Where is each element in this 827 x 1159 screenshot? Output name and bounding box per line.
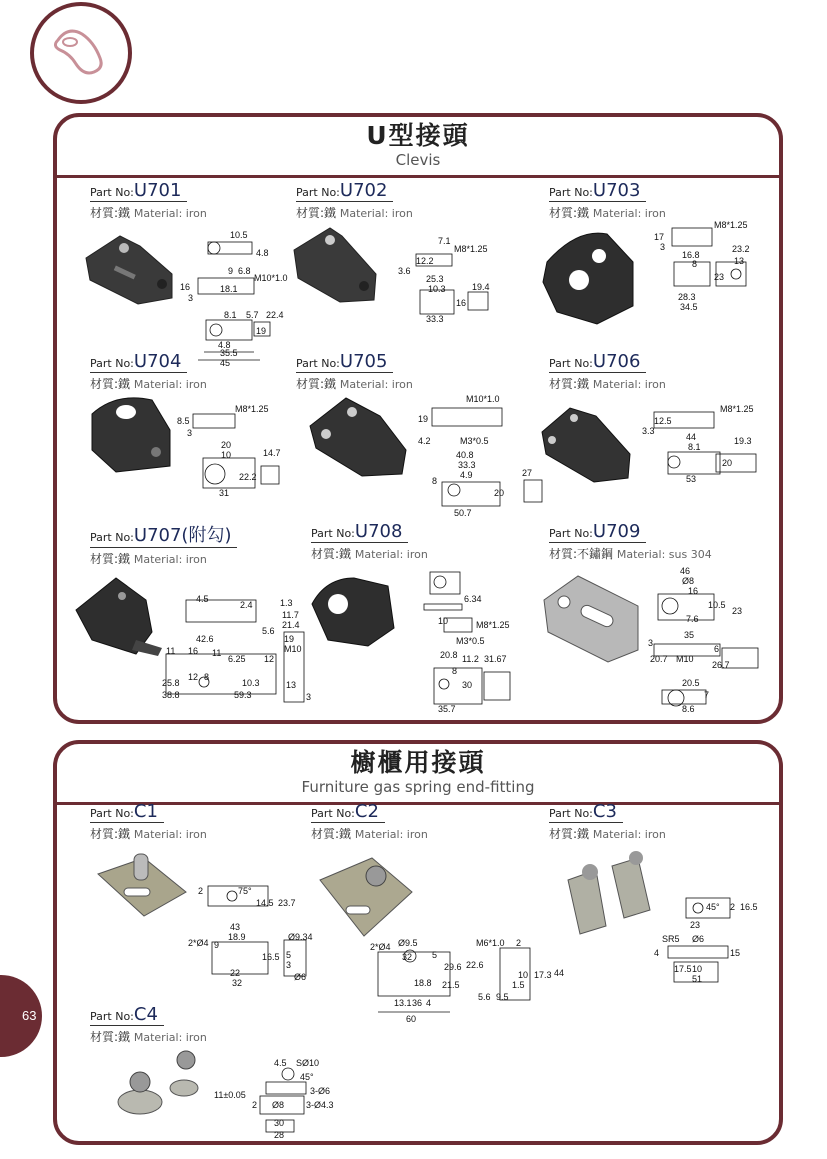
dim-label: 5.6 [478, 992, 491, 1002]
dim-label: 28.3 [678, 292, 696, 302]
dim-label: 7 [704, 690, 710, 700]
dim-label: 16 [688, 586, 699, 596]
dim-label: 2 [198, 886, 204, 896]
u708-photo [308, 568, 398, 650]
material: 材質:鐵 Material: iron [90, 1030, 207, 1044]
dim-label: 43 [230, 922, 241, 932]
dim-label: M10 [676, 654, 694, 664]
dim-label: Ø9.5 [398, 938, 418, 948]
dim-label: M10 [284, 644, 302, 654]
dim-label: 12 [188, 672, 199, 682]
dim-label: 6.25 [228, 654, 246, 664]
dim-label: 1.3 [280, 598, 293, 608]
dim-label: 1.5 [512, 980, 525, 990]
dim-label: 3 [286, 960, 292, 970]
dim-label: 17 [654, 232, 665, 242]
material: 材質:鐵 Material: iron [90, 206, 207, 220]
dim-label: 4.8 [256, 248, 269, 258]
material: 材質:鐵 Material: iron [311, 547, 428, 561]
dim-label: 16 [456, 298, 467, 308]
dim-label: 8 [204, 672, 210, 682]
dim-label: 4.8 [218, 340, 231, 350]
dim-label: 10 [221, 450, 232, 460]
clevis-section-header [57, 117, 779, 178]
part-u705 [296, 351, 413, 392]
dim-label: Ø8 [682, 576, 695, 586]
dim-label: 45 [220, 358, 231, 368]
brand-logo [30, 2, 132, 104]
part-c4 [90, 1004, 207, 1045]
dim-label: 10.3 [242, 678, 260, 688]
dim-label: 30 [462, 680, 473, 690]
dim-label: Ø8 [272, 1100, 285, 1110]
part-number: Part No:C1 [90, 801, 164, 823]
part-number: Part No:U704 [90, 351, 187, 373]
part-number: Part No:U703 [549, 180, 646, 202]
c3-drawing [652, 892, 764, 988]
dim-label: 28 [274, 1130, 285, 1140]
dim-label: 8 [452, 666, 458, 676]
u701-drawing [180, 226, 290, 368]
dim-label: 12 [264, 654, 275, 664]
dim-label: 8.6 [682, 704, 695, 714]
dim-label: SR5 [662, 934, 680, 944]
part-number: Part No:C4 [90, 1004, 164, 1026]
dim-label: 4.9 [460, 470, 473, 480]
dim-label: 22.6 [466, 960, 484, 970]
u702-photo [290, 222, 380, 306]
dim-label: 31.67 [484, 654, 507, 664]
u706-drawing [640, 400, 764, 486]
part-number: Part No:U709 [549, 521, 646, 543]
dim-label: M8*1.25 [235, 404, 269, 414]
dim-label: 23 [732, 606, 743, 616]
dim-label: 3-Ø4.3 [306, 1100, 334, 1110]
dim-label: 29.6 [444, 962, 462, 972]
dim-label: 25.3 [426, 274, 444, 284]
c2-photo [316, 850, 416, 940]
dim-label: 14.7 [263, 448, 281, 458]
dim-label: 21.5 [442, 980, 460, 990]
u707-drawing [160, 594, 312, 704]
dim-label: 10.3 [428, 284, 446, 294]
dim-label: 9.5 [496, 992, 509, 1002]
dim-label: 2*Ø4 [188, 938, 209, 948]
dim-label: 4 [426, 998, 432, 1008]
dim-label: 3 [187, 428, 193, 438]
dim-label: 8.5 [177, 416, 190, 426]
dim-label: 27 [522, 468, 533, 478]
part-u707 [90, 521, 237, 567]
part-number: Part No:U701 [90, 180, 187, 202]
part-number: Part No:U706 [549, 351, 646, 373]
dim-label: 33.3 [458, 460, 476, 470]
dim-label: 19 [284, 634, 295, 644]
u703-photo [537, 222, 643, 328]
dim-label: 11 [166, 646, 176, 656]
dim-label: M3*0.5 [460, 436, 489, 446]
part-c3 [549, 801, 666, 842]
dim-label: 75° [238, 886, 252, 896]
material: 材質:鐵 Material: iron [296, 206, 413, 220]
material: 材質:鐵 Material: iron [90, 827, 207, 841]
dim-label: 59.3 [234, 690, 252, 700]
dim-label: 19.4 [472, 282, 490, 292]
section-subtitle: Furniture gas spring end-fitting [301, 778, 535, 796]
dim-label: 12.5 [654, 416, 672, 426]
part-u706 [549, 351, 666, 392]
part-c1 [90, 801, 207, 842]
dim-label: 6.34 [464, 594, 482, 604]
dim-label: 10 [518, 970, 529, 980]
dim-label: 6 [714, 644, 720, 654]
c4-photo [110, 1046, 210, 1122]
dim-label: 36 [412, 998, 423, 1008]
u708-drawing [420, 566, 530, 716]
dim-label: 15 [730, 948, 741, 958]
dim-label: 4 [654, 948, 660, 958]
dim-label: 44 [686, 432, 697, 442]
dim-label: 34.5 [680, 302, 698, 312]
dim-label: 4.5 [274, 1058, 287, 1068]
u706-photo [538, 402, 634, 484]
part-u708 [311, 521, 428, 562]
dim-label: 13 [286, 680, 297, 690]
dim-label: 10.5 [230, 230, 248, 240]
material: 材質:鐵 Material: iron [549, 377, 666, 391]
dim-label: 18.1 [220, 284, 238, 294]
material: 材質:鐵 Material: iron [311, 827, 428, 841]
part-number: Part No:C2 [311, 801, 385, 823]
dim-label: 2 [730, 902, 736, 912]
dim-label: 9 [228, 266, 234, 276]
c1-photo [94, 850, 190, 920]
section-title: U型接頭 [366, 121, 470, 150]
furniture-section-header [57, 744, 779, 805]
dim-label: 42.6 [196, 634, 214, 644]
part-number: Part No:U708 [311, 521, 408, 543]
dim-label: 60 [406, 1014, 417, 1024]
dim-label: 45° [300, 1072, 314, 1082]
dim-label: 40.8 [456, 450, 474, 460]
logo-icon [48, 22, 114, 84]
dim-label: 38.8 [162, 690, 180, 700]
dim-label: 16 [188, 646, 199, 656]
dim-label: 22 [230, 968, 241, 978]
dim-label: 3 [660, 242, 666, 252]
page-number: 63 [22, 1008, 37, 1023]
part-number: Part No:U702 [296, 180, 393, 202]
dim-label: 17.3 [534, 970, 552, 980]
c1-drawing [180, 880, 314, 992]
dim-label: 17.5 [674, 964, 692, 974]
dim-label: 8.1 [688, 442, 701, 452]
dim-label: 16 [180, 282, 191, 292]
material: 材質:鐵 Material: iron [549, 827, 666, 841]
dim-label: Ø6 [294, 972, 307, 982]
dim-label: 10 [438, 616, 449, 626]
dim-label: 32 [232, 978, 243, 988]
material: 材質:鐵 Material: iron [549, 206, 666, 220]
dim-label: Ø9.34 [288, 932, 313, 942]
dim-label: 35.7 [438, 704, 456, 714]
dim-label: 46 [680, 566, 691, 576]
c4-drawing [210, 1058, 340, 1142]
dim-label: 5 [432, 950, 438, 960]
dim-label: M10*1.0 [254, 273, 288, 283]
dim-label: 7.1 [438, 236, 451, 246]
dim-label: 16.8 [682, 250, 700, 260]
dim-label: 4.2 [418, 436, 431, 446]
dim-label: 23.2 [732, 244, 750, 254]
dim-label: 5.6 [262, 626, 275, 636]
dim-label: 5.7 [246, 310, 259, 320]
part-number: Part No:C3 [549, 801, 623, 823]
dim-label: 22.2 [239, 472, 257, 482]
part-number: Part No:U707(附勾) [90, 521, 237, 548]
dim-label: 35 [684, 630, 695, 640]
dim-label: 6.8 [238, 266, 251, 276]
dim-label: 31 [219, 488, 230, 498]
dim-label: 2*Ø4 [370, 942, 391, 952]
dim-label: 19 [418, 414, 429, 424]
dim-label: 51 [692, 974, 703, 984]
part-u703 [549, 180, 666, 221]
u705-photo [306, 388, 410, 480]
dim-label: M3*0.5 [456, 636, 485, 646]
dim-label: 8.1 [224, 310, 237, 320]
dim-label: 10 [692, 964, 703, 974]
dim-label: SØ10 [296, 1058, 320, 1068]
dim-label: M6*1.0 [476, 938, 505, 948]
dim-label: 11.2 [462, 654, 479, 664]
dim-label: M8*1.25 [476, 620, 510, 630]
dim-label: 10.5 [708, 600, 726, 610]
u707-photo [72, 570, 164, 656]
dim-label: 5 [286, 950, 292, 960]
dim-label: 2 [252, 1100, 258, 1110]
u704-drawing [175, 400, 290, 498]
u701-photo [80, 228, 180, 308]
dim-label: 20.7 [650, 654, 668, 664]
dim-label: 11 [212, 648, 222, 658]
material: 材質:鐵 Material: iron [90, 552, 207, 566]
dim-label: 33.3 [426, 314, 444, 324]
dim-label: 35.5 [220, 348, 238, 358]
dim-label: 19.3 [734, 436, 752, 446]
u704-photo [86, 390, 176, 476]
dim-label: 22.4 [266, 310, 284, 320]
dim-label: 13.1 [394, 998, 412, 1008]
dim-label: 3 [648, 638, 654, 648]
dim-label: M8*1.25 [720, 404, 754, 414]
dim-label: 20 [722, 458, 733, 468]
dim-label: 20 [221, 440, 232, 450]
part-u702 [296, 180, 413, 221]
dim-label: 3 [306, 692, 312, 702]
dim-label: 12.2 [416, 256, 434, 266]
dim-label: 7.6 [686, 614, 699, 624]
dim-label: 30 [274, 1118, 285, 1128]
u702-drawing [396, 232, 506, 324]
part-c2 [311, 801, 428, 842]
dim-label: 14.5 [256, 898, 274, 908]
dim-label: 25.8 [162, 678, 180, 688]
dim-label: 32 [402, 952, 413, 962]
dim-label: 44 [554, 968, 565, 978]
dim-label: 2.4 [240, 600, 253, 610]
dim-label: 23.7 [278, 898, 296, 908]
part-u709 [549, 521, 712, 562]
dim-label: M10*1.0 [466, 394, 500, 404]
material: 材質:不鏽鋼 Material: sus 304 [549, 547, 712, 561]
dim-label: 3 [188, 293, 194, 303]
dim-label: 21.4 [282, 620, 300, 630]
c2-drawing [368, 934, 572, 1026]
dim-label: 20.8 [440, 650, 458, 660]
section-title: 櫥櫃用接頭 [350, 748, 486, 777]
dim-label: 2 [516, 938, 522, 948]
dim-label: M8*1.25 [714, 220, 748, 230]
u705-drawing [414, 392, 544, 518]
dim-label: 20 [494, 488, 505, 498]
part-number: Part No:U705 [296, 351, 393, 373]
dim-label: 16.5 [262, 952, 280, 962]
material: 材質:鐵 Material: iron [296, 377, 413, 391]
dim-label: 50.7 [454, 508, 472, 518]
dim-label: 18.9 [228, 932, 246, 942]
u709-photo [538, 570, 642, 664]
dim-label: 3.3 [642, 426, 655, 436]
section-subtitle: Clevis [395, 151, 441, 169]
dim-label: 8 [432, 476, 438, 486]
material: 材質:鐵 Material: iron [90, 377, 207, 391]
dim-label: 20.5 [682, 678, 700, 688]
dim-label: 4.5 [196, 594, 209, 604]
dim-label: Ø6 [692, 934, 705, 944]
dim-label: 19 [256, 326, 267, 336]
dim-label: M8*1.25 [454, 244, 488, 254]
dim-label: 23 [690, 920, 701, 930]
dim-label: 53 [686, 474, 697, 484]
dim-label: 9 [214, 940, 220, 950]
dim-label: 45° [706, 902, 720, 912]
dim-label: 23 [714, 272, 725, 282]
dim-label: 3.6 [398, 266, 411, 276]
dim-label: 16.5 [740, 902, 758, 912]
c3-photo [562, 850, 662, 936]
u709-drawing [648, 564, 766, 716]
dim-label: 11.7 [282, 610, 299, 620]
dim-label: 13 [734, 256, 745, 266]
u703-drawing [652, 218, 764, 314]
part-u701 [90, 180, 207, 221]
dim-label: 8 [692, 259, 698, 269]
dim-label: 3-Ø6 [310, 1086, 331, 1096]
dim-label: 11±0.05 [214, 1090, 246, 1100]
dim-label: 18.8 [414, 978, 432, 988]
dim-label: 26.7 [712, 660, 730, 670]
